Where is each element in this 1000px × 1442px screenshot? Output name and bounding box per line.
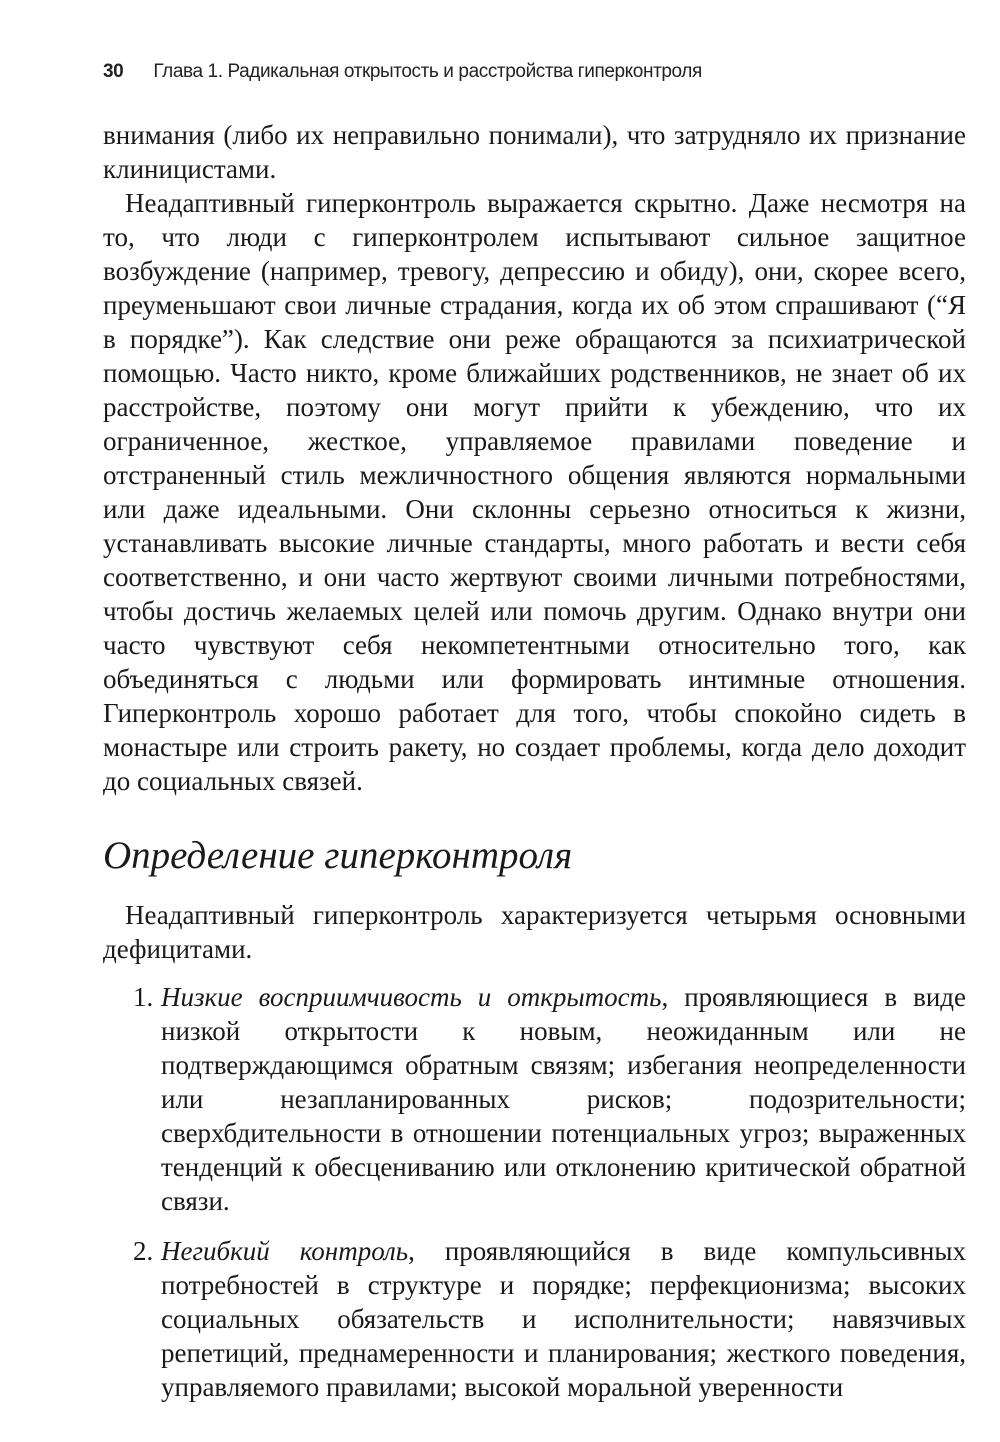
chapter-title: Глава 1. Радикальная открытость и расстройства гиперконтроля xyxy=(153,61,702,82)
continued-paragraph: внимания (либо их неправильно понимали), что затрудняло их признание клиницистами. xyxy=(103,120,966,184)
list-item-number: 2. xyxy=(133,1236,154,1266)
deficit-list xyxy=(103,980,966,1404)
section-heading: Определение гиперконтроля xyxy=(103,834,573,877)
list-item-text: , проявляющийся в виде компульсивных потребностей в структуре и порядке; перфекционизма; высоких социальных обязательств и исполнительности; навязчивых репетиций, преднамеренности и планирования; жесткого поведения, управляемого правилами; высокой моральной уверенности xyxy=(161,1236,966,1402)
body-paragraph: Неадаптивный гиперконтроль выражается скрытно. Даже несмотря на то, что люди с гиперконтролем испытывают сильное защитное возбуждение (например, тревогу, депрессию и обиду), они, скорее всего, преуменьшают свои личные страдания, когда их об этом спрашивают (“Я в порядке”). Как следствие они реже обращаются за психиатрической помощью. Часто никто, кроме ближайших родственников, не знает об их расстройстве, поэтому они могут прийти к убеждению, что их ограниченное, жесткое, управляемое правилами поведение и отстраненный стиль межличностного общения являются нормальными или даже идеальными. Они склонны серьезно относиться к жизни, устанавливать высокие личные стандарты, много работать и вести себя соответственно, и они часто жертвуют своими личными потребностями, чтобы достичь желаемых целей или помочь другим. Однако внутри они часто чувствуют себя некомпетентными относительно того, как объединяться с людьми или формировать интимные отношения. Гиперконтроль хорошо работает для того, чтобы спокойно сидеть в монастыре или строить ракету, но создает проблемы, когда дело доходит до социальных связей. xyxy=(103,188,966,796)
list-item-term: Негибкий контроль xyxy=(161,1236,409,1266)
list-item-term: Низкие восприимчивость и открытость xyxy=(161,982,662,1012)
page-number: 30 xyxy=(103,61,124,82)
list-item-text: , проявляющиеся в виде низкой открытости к новым, неожиданным или не подтверждающимся обратным связям; избегания неопределенности или незапланированных рисков; подозрительности; сверхбдительности в отношении потенциальных угроз; выраженных тенденций к обесцениванию или отклонению критической обратной связи. xyxy=(161,982,967,1216)
list-item xyxy=(103,1234,966,1404)
list-item-number: 1. xyxy=(133,982,154,1012)
section-intro: Неадаптивный гиперконтроль характеризуется четырьмя основными дефицитами. xyxy=(103,900,966,964)
book-page xyxy=(103,60,966,1420)
list-item xyxy=(103,980,966,1218)
running-head xyxy=(103,60,966,90)
